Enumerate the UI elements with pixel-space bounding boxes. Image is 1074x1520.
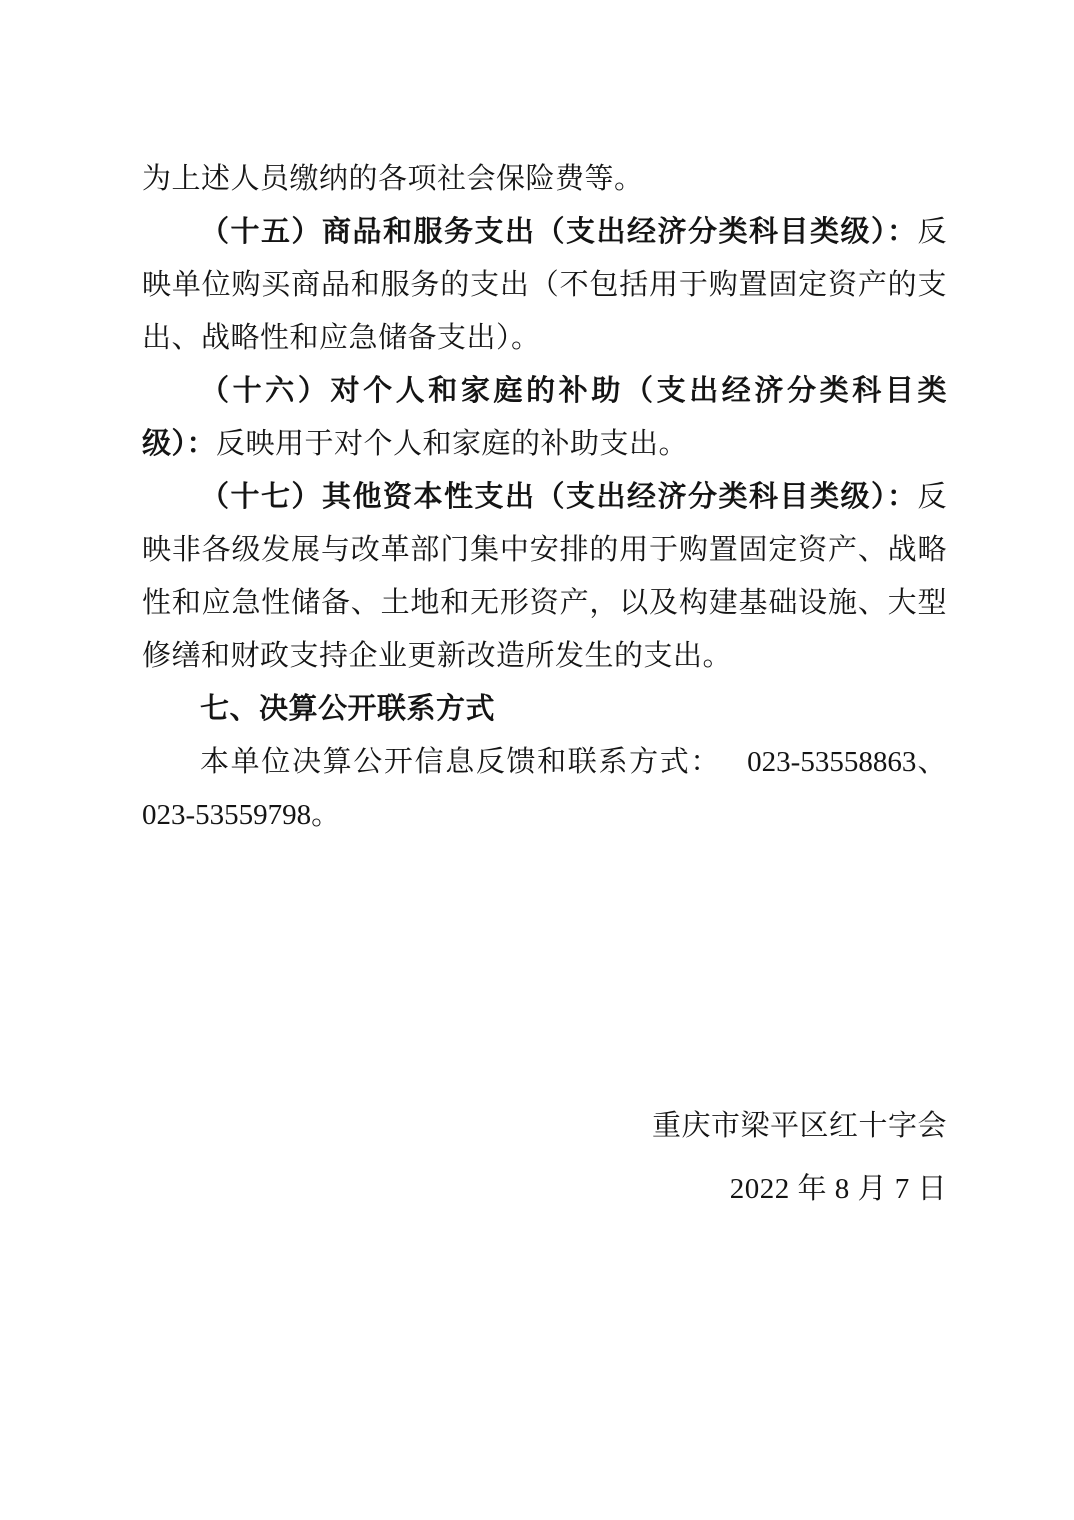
paragraph-continuation: 为上述人员缴纳的各项社会保险费等。: [142, 163, 644, 195]
paragraph-section-16: [142, 365, 947, 471]
paragraph-section-17: [142, 471, 947, 683]
section-15-body: 反映单位购买商品和服务的支出（不包括用于购置固定资产的支出、战略性和应急储备支出）。: [142, 216, 947, 354]
signature-date: 2022 年 8 月 7 日: [729, 1173, 947, 1205]
signature-block: [142, 1100, 947, 1216]
paragraph-contact: [142, 736, 947, 842]
contact-phone-2: 023-53559798: [142, 799, 312, 831]
section-17-heading: （十七）其他资本性支出（支出经济分类科目类级）：: [200, 481, 918, 513]
paragraph-section-15: [142, 206, 947, 365]
section-7-heading: 七、决算公开联系方式: [200, 693, 496, 725]
contact-sentence-end: 。: [311, 799, 341, 831]
section-16-heading: （十六）对个人和家庭的补助（支出经济分类科目类级）：: [142, 375, 947, 460]
section-17-body: 反映非各级发展与改革部门集中安排的用于购置固定资产、战略性和应急性储备、土地和无形资产，以及构建基础设施、大型修缮和财政支持企业更新改造所发生的支出。: [142, 481, 947, 672]
contact-phone-1: 023-53558863: [747, 746, 917, 778]
contact-prefix: 本单位决算公开信息反馈和联系方式：: [200, 746, 722, 778]
signature-organization: 重庆市梁平区红十字会: [651, 1110, 947, 1142]
section-15-heading: （十五）商品和服务支出（支出经济分类科目类级）：: [200, 216, 918, 248]
phone-separator: 、: [916, 746, 947, 778]
section-16-body: 反映用于对个人和家庭的补助支出。: [216, 428, 689, 460]
